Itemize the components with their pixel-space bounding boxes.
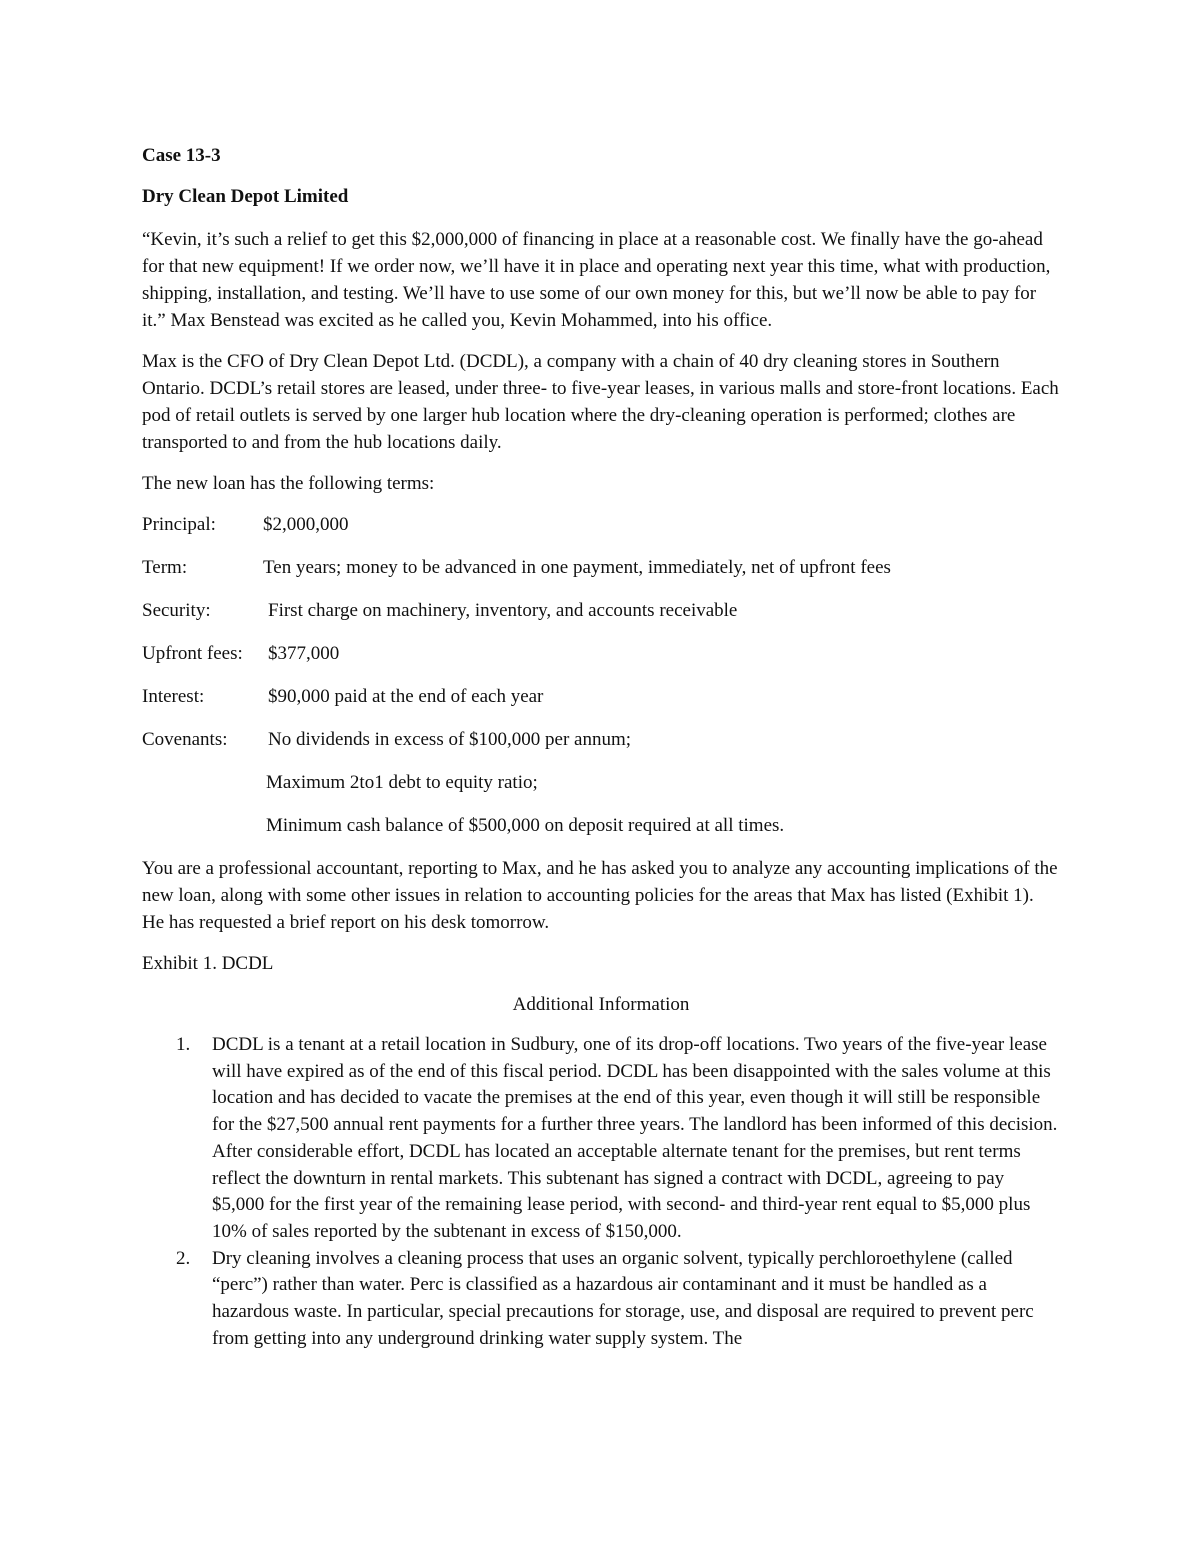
term-value: $90,000 paid at the end of each year	[268, 686, 544, 707]
document-body	[142, 142, 1060, 1352]
exhibit-label: Exhibit 1. DCDL	[142, 953, 274, 974]
loan-intro: The new loan has the following terms:	[142, 473, 435, 494]
additional-info-list	[142, 1032, 1060, 1352]
request-paragraph: You are a professional accountant, reporting to Max, and he has asked you to analyze any accounting implications of the new loan, along with some other issues in relation to accounting policies for the areas that Max has listed (Exhibit 1). He has requested a brief report on his desk tomorrow.	[142, 858, 1058, 933]
term-row-upfront-fees	[142, 640, 1060, 667]
case-title: Case 13-3	[142, 145, 221, 166]
term-label: Principal:	[142, 514, 216, 535]
list-item-text: DCDL is a tenant at a retail location in Sudbury, one of its drop-off locations. Two years of the five-year lease will have expired as of the end of this fiscal period. DCDL has been disappointed with the sales volume at this location and has decided to vacate the premises at the end of this year, even though it will still be responsible for the $27,500 annual rent payments for a further three years. The landlord has been informed of this decision. After considerable effort, DCDL has located an acceptable alternate tenant for the premises, but rent terms reflect the downturn in rental markets. This subtenant has signed a contract with DCDL, agreeing to pay $5,000 for the first year of the remaining lease period, with second- and third-year rent equal to $5,000 plus 10% of sales reported by the subtenant in excess of $150,000.	[212, 1034, 1058, 1242]
term-row-security	[142, 597, 1060, 624]
company-paragraph: Max is the CFO of Dry Clean Depot Ltd. (DCDL), a company with a chain of 40 dry cleaning stores in Southern Ontario. DCDL’s retail stores are leased, under three- to five-year leases, in various malls and store-front locations. Each pod of retail outlets is served by one larger hub location where the dry-cleaning operation is performed; clothes are transported to and from the hub locations daily.	[142, 351, 1059, 453]
term-label: Interest:	[142, 686, 205, 707]
term-value: Ten years; money to be advanced in one payment, immediately, net of upfront fees	[263, 557, 891, 578]
term-row-principal	[142, 511, 1060, 538]
list-item-number: 2.	[176, 1247, 191, 1269]
list-item	[142, 1032, 1060, 1246]
list-item-text: Dry cleaning involves a cleaning process that uses an organic solvent, typically perchloroethylene (called “perc”) rather than water. Perc is classified as a hazardous air contaminant and it must be handled as a hazardous waste. In particular, special precautions for storage, use, and disposal are required to prevent perc from getting into any underground drinking water supply system. The	[212, 1247, 1034, 1349]
term-label: Covenants:	[142, 729, 228, 750]
covenant-continued: Minimum cash balance of $500,000 on deposit required at all times.	[266, 815, 785, 836]
list-item-number: 1.	[176, 1034, 191, 1055]
term-value: $2,000,000	[263, 514, 349, 535]
term-row-term	[142, 554, 1060, 581]
term-value: First charge on machinery, inventory, and accounts receivable	[268, 600, 738, 621]
term-value: No dividends in excess of $100,000 per annum;	[268, 729, 632, 750]
term-label: Upfront fees:	[142, 643, 243, 664]
list-item	[142, 1246, 1060, 1353]
term-label: Term:	[142, 557, 188, 578]
covenant-continued: Maximum 2to1 debt to equity ratio;	[266, 772, 538, 793]
loan-terms	[142, 511, 1060, 839]
exhibit-heading: Additional Information	[512, 994, 690, 1015]
company-title: Dry Clean Depot Limited	[142, 186, 349, 207]
term-row-interest	[142, 683, 1060, 710]
term-row-covenants	[142, 726, 1060, 753]
term-value: $377,000	[268, 643, 340, 664]
intro-paragraph: “Kevin, it’s such a relief to get this $2,000,000 of financing in place at a reasonable cost. We finally have the go-ahead for that new equipment! If we order now, we’ll have it in place and operating next year this time, what with production, shipping, installation, and testing. We’ll have to use some of our own money for this, but we’ll now be able to pay for it.” Max Benstead was excited as he called you, Kevin Mohammed, into his office.	[142, 229, 1051, 331]
term-label: Security:	[142, 600, 211, 621]
